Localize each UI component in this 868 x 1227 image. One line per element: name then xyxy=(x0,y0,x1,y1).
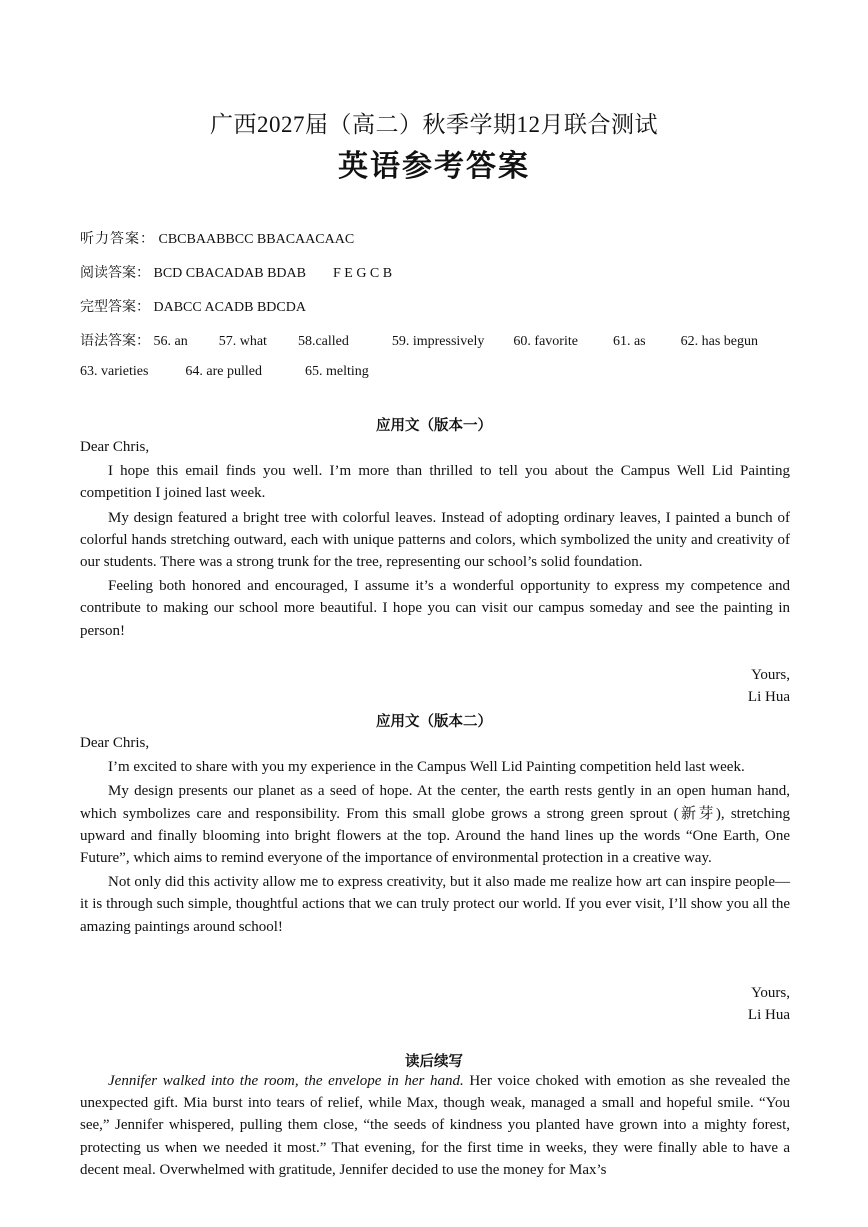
essay-1-body xyxy=(80,436,790,642)
listening-label: 听力答案： xyxy=(80,232,155,247)
grammar-item: 63. varieties xyxy=(80,364,149,379)
grammar-answers-line-2 xyxy=(80,364,369,380)
reading-label: 阅读答案： xyxy=(80,266,150,281)
grammar-label: 语法答案： xyxy=(80,334,150,349)
essay-1-signature xyxy=(748,664,790,708)
grammar-item: 58.called xyxy=(297,334,349,349)
listening-value: CBCBAABBCC BBACAACAAC xyxy=(158,232,355,247)
continuation-lead: Jennifer walked into the room, the envelope in her hand. xyxy=(108,1073,464,1089)
grammar-item: 57. what xyxy=(218,334,267,349)
reading-answers xyxy=(80,262,392,282)
essay-2-paragraph: My design presents our planet as a seed of hope. At the center, the earth rests gently in an open human hand, which symbolizes care and responsibility. From this small globe grows a strong green sprout (新芽), stretching upward and finally blooming into bright flowers at the top. Around the hand lines up the words “One Earth, One Future”, which aims to remind everyone of the importance of environmental protection in a creative way. xyxy=(80,783,790,867)
grammar-item: 56. an xyxy=(153,334,188,349)
reading-value-1: BCD CBACADAB BDAB xyxy=(153,266,306,281)
answer-key-title: 英语参考答案 xyxy=(338,149,530,184)
grammar-item: 59. impressively xyxy=(391,334,485,349)
essay-1-paragraph: I hope this email finds you well. I’m more than thrilled to tell you about the Campus Well Lid Painting competition I joined last week. xyxy=(80,463,790,502)
grammar-answers-line-1 xyxy=(80,330,758,350)
essay-2-name: Li Hua xyxy=(747,1007,790,1024)
continuation-paragraph xyxy=(80,1070,790,1181)
essay-1-paragraph: Feeling both honored and encouraged, I assume it’s a wonderful opportunity to express my competence and contribute to making our school more beautiful. I hope you can visit our campus someday and see the painting in person! xyxy=(80,578,790,639)
essay-2-greeting: Dear Chris, xyxy=(80,735,150,751)
essay-2-body xyxy=(80,732,790,938)
cloze-label: 完型答案： xyxy=(80,300,150,315)
grammar-item: 65. melting xyxy=(305,364,369,379)
essay-1-closing: Yours, xyxy=(751,667,790,683)
continuation-heading: 读后续写 xyxy=(405,1054,463,1070)
continuation-text: Her voice choked with emotion as she revealed the unexpected gift. Mia burst into tears of relief, while Max, though weak, managed a small and hopeful smile. “You see,” Jennifer whispered, pulling them close, “the seeds of kindness you planted have grown into a mighty forest, protecting us when we needed it most.” That evening, for the first time in weeks, they were finally able to have a decent meal. Overwhelmed with gratitude, Jennifer decided to use the money for Max’s xyxy=(80,1073,790,1178)
essay-2-paragraph: Not only did this activity allow me to express creativity, but it also made me realize how art can inspire people—it is through such simple, thoughtful actions that we can truly protect our world. If you ever visit, I’ll show you all the amazing paintings around school! xyxy=(80,874,790,935)
continuation-body xyxy=(80,1070,790,1181)
essay-1-greeting: Dear Chris, xyxy=(80,439,150,455)
grammar-item: 60. favorite xyxy=(513,334,578,349)
essay-1-paragraph: My design featured a bright tree with colorful leaves. Instead of adopting ordinary leaves, I painted a bunch of colorful hands stretching outward, each with unique patterns and colors, which symbolized the unity and creativity of our students. There was a strong trunk for the tree, representing our school’s solid foundation. xyxy=(80,509,790,571)
reading-value-2: F E G C B xyxy=(332,266,393,281)
grammar-item: 62. has begun xyxy=(680,334,758,349)
essay-2-closing: Yours, xyxy=(751,985,790,1001)
listening-answers xyxy=(80,228,354,248)
grammar-item: 64. are pulled xyxy=(185,364,263,379)
essay-1-name: Li Hua xyxy=(747,689,790,706)
essay-2-heading: 应用文（版本二） xyxy=(376,714,492,730)
grammar-item: 61. as xyxy=(612,334,646,349)
essay-2-signature xyxy=(748,982,790,1026)
cloze-answers xyxy=(80,296,306,316)
exam-title: 广西2027届（高二）秋季学期12月联合测试 xyxy=(210,112,658,137)
essay-2-paragraph: I’m excited to share with you my experience in the Campus Well Lid Painting competition held last week. xyxy=(108,759,745,776)
cloze-value: DABCC ACADB BDCDA xyxy=(153,300,306,315)
essay-1-heading: 应用文（版本一） xyxy=(376,418,492,434)
